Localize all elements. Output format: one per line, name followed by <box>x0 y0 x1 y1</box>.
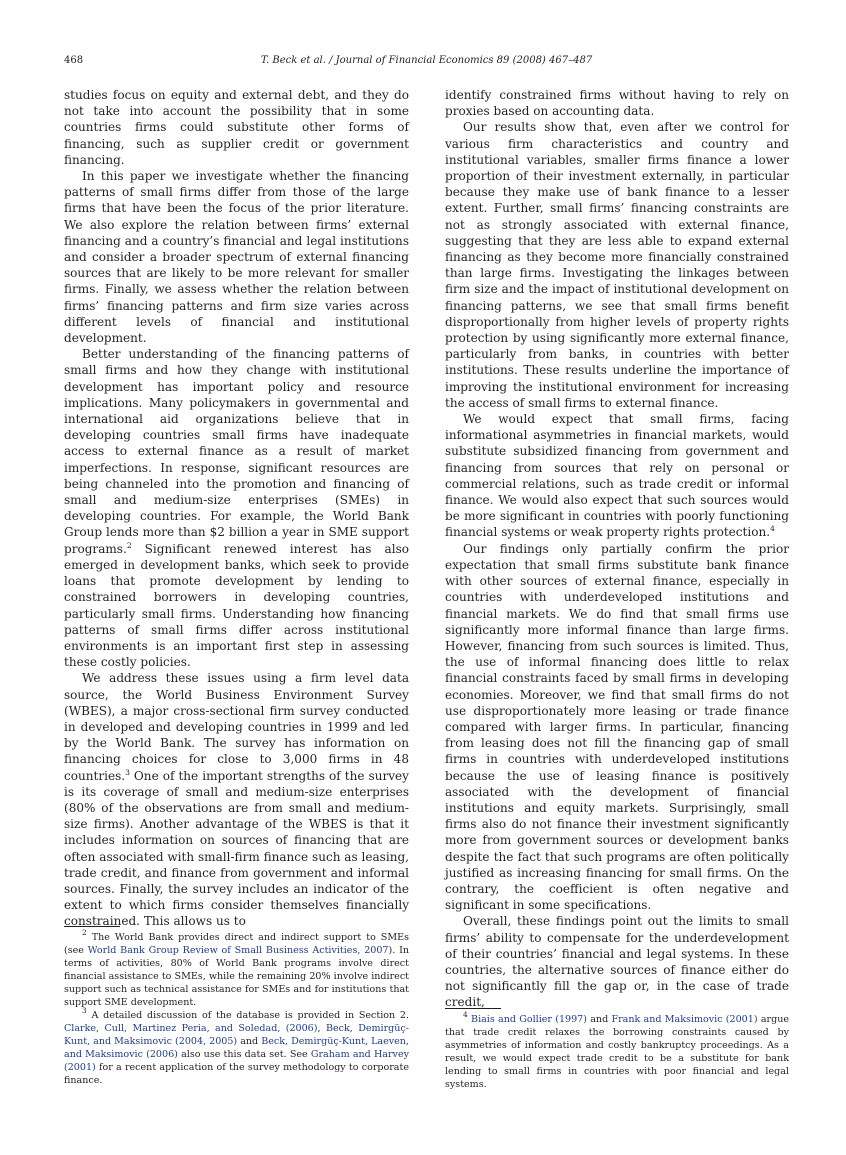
body-paragraph: Our results show that, even after we control for various firm characteristics and country and institutional variables, smaller firms finance a lower proportion of their investment externally, in particular because they make use of bank finance to a lesser extent. Further, small firms’ financing constraints are not as strongly associated with external finance, suggesting that they are less able to expand external financing as they become more financially constrained than large firms. Investigating the linkages between firm size and the impact of institutional development on financing patterns, we see that small firms benefit disproportionally from higher levels of property rights protection by using significantly more external finance, particularly from banks, in countries with better institutions. These results underline the importance of improving the institutional environment for increasing the access of small firms to external finance. <box>445 120 789 410</box>
footnote-text: and <box>237 1036 262 1047</box>
citation-link[interactable]: Beck, Demirgüç-Kunt, Laeven, and Maksimovic (2006) <box>64 1036 409 1060</box>
footnote-mark: 2 <box>82 928 87 937</box>
footnote-ref-4[interactable]: 4 <box>770 524 775 534</box>
citation-link[interactable]: Beck, Demirgüç-Kunt, and Maksimovic (2004, 2005) <box>64 1023 409 1047</box>
citation-link[interactable]: World Bank Group Review of Small Business Activities, 2007 <box>87 945 389 956</box>
footnote-text: ). In terms of activities, 80% of World Bank programs involve direct financial assistance to SMEs, while the remaining 20% involve indirect support such as technical assistance for SMEs and for institutions that support SME development. <box>64 945 409 1008</box>
footnote-text: The World Bank provides direct and indirect support to SMEs (see <box>64 932 409 956</box>
citation-link[interactable]: Clarke, Cull, Martinez Peria, and Soledad, (2006) <box>64 1023 318 1034</box>
footnotes-left <box>64 926 409 1087</box>
footnote-text: and <box>586 1014 612 1025</box>
body-paragraph: Our findings only partially confirm the prior expectation that small firms substitute bank finance with other sources of external finance, especially in countries with underdeveloped institutions and financial markets. We do find that small firms use significantly more informal finance than large firms. However, financing from such sources is limited. Thus, the use of informal financing does little to relax financial constraints faced by small firms in developing economies. Moreover, we find that small firms do not use disproportionately more leasing or trade finance compared with larger firms. In particular, financing from leasing does not fill the financing gap of small firms in countries with underdeveloped institutions because the use of leasing finance is positively associated with the development of financial institutions and equity markets. Surprisingly, small firms also do not finance their investment significantly more from government sources or development banks despite the fact that such programs are often politically justified as increasing financing for small firms. On the contrary, the coefficient is often negative and significant in some specifications. <box>445 541 789 913</box>
running-head-title: T. Beck et al. / Journal of Financial Economics 89 (2008) 467–487 <box>260 55 593 66</box>
footnote-ref-3[interactable]: 3 <box>125 767 130 777</box>
footnote-text: A detailed discussion of the database is provided in Section 2. <box>86 1010 409 1021</box>
left-column <box>64 87 409 930</box>
footnote-3 <box>64 1006 409 1087</box>
footnote-divider <box>64 926 120 927</box>
footnotes-right <box>445 1008 789 1091</box>
footnote-2 <box>64 928 409 1009</box>
footnote-ref-2[interactable]: 2 <box>126 540 132 550</box>
body-paragraph <box>445 411 789 541</box>
paragraph-text: We would expect that small firms, facing informational asymmetries in financial markets, would substitute subsidized financing from government and financing from sources that rely on personal or commercial relations, such as trade credit or informal finance. We would also expect that such sources would be more significant in countries with poorly functioning financial systems or weak property rights protection. <box>445 412 789 540</box>
body-paragraph <box>64 670 409 929</box>
running-header <box>64 54 789 68</box>
footnote-divider <box>445 1008 501 1009</box>
paragraph-text: Better understanding of the financing patterns of small firms and how they change with institutional development has important policy and resource implications. Many policymakers in governmental and international aid organizations believe that in developing countries small firms have inadequate access to external finance as a result of market imperfections. In response, significant resources are being channeled into the promotion and financing of small and medium-size enterprises (SMEs) in developing countries. For example, the World Bank Group lends more than $2 billion a year in SME support programs. <box>64 347 409 556</box>
paragraph-text: We address these issues using a firm level data source, the World Business Environment Survey (WBES), a major cross-sectional firm survey conducted in developed and developing countries in 1999 and led by the World Bank. The survey has information on financing choices for close to 3,000 firms in 48 countries. <box>64 671 409 783</box>
body-paragraph: In this paper we investigate whether the financing patterns of small firms differ from those of the large firms that have been the focus of the prior literature. We also explore the relation between firms’ external financing and a country’s financial and legal institutions and consider a broader spectrum of external financing sources that are likely to be more relevant for smaller firms. Finally, we assess whether the relation between firms’ financing patterns and firm size varies across different levels of financial and institutional development. <box>64 169 409 346</box>
page-number: 468 <box>64 55 84 66</box>
paragraph-text: One of the important strengths of the survey is its coverage of small and medium-size enterprises (80% of the observations are from small and medium-size firms). Another advantage of the WBES is that it includes information on sources of financing that are often associated with small-firm finance such as leasing, trade credit, and finance from government and informal sources. Finally, the survey includes an indicator of the extent to which firms consider themselves financially constrained. This allows us to <box>64 768 409 929</box>
footnote-text: also use this data set. See <box>177 1049 311 1060</box>
body-paragraph <box>64 346 409 670</box>
footnote-4 <box>445 1010 789 1091</box>
footnote-text: , <box>317 1023 326 1034</box>
footnote-text: argue that trade credit relaxes the borrowing constraints caused by asymmetries of information and costly bankruptcy proceedings. As a result, we would expect trade credit to be a substitute for bank lending to small firms in countries with poor financial and legal systems. <box>445 1014 789 1090</box>
citation-link[interactable]: Graham and Harvey (2001) <box>64 1049 409 1073</box>
body-paragraph: studies focus on equity and external debt, and they do not take into account the possibility that in some countries firms could substitute other forms of financing, such as supplier credit or government financing. <box>64 88 409 167</box>
body-paragraph: identify constrained firms without having to rely on proxies based on accounting data. <box>445 88 789 119</box>
footnote-mark: 4 <box>463 1010 468 1019</box>
citation-link[interactable]: Biais and Gollier (1997) <box>471 1014 587 1025</box>
citation-link[interactable]: Frank and Maksimovic (2001) <box>611 1014 758 1025</box>
paragraph-text: Significant renewed interest has also emerged in development banks, which seek to provide loans that promote development by lending to constrained borrowers in developing countries, particularly small firms. Understanding how financing patterns of small firms differ across institutional environments is an important first step in assessing these costly policies. <box>64 541 409 670</box>
footnote-text: for a recent application of the survey methodology to corporate finance. <box>64 1062 409 1086</box>
right-column <box>445 87 789 1011</box>
body-paragraph: Overall, these findings point out the limits to small firms’ ability to compensate for the underdevelopment of their countries’ financial and legal systems. In these countries, the alternative sources of finance either do not significantly fill the gap or, in the case of trade credit, <box>445 914 789 1010</box>
footnote-mark: 3 <box>82 1006 87 1015</box>
